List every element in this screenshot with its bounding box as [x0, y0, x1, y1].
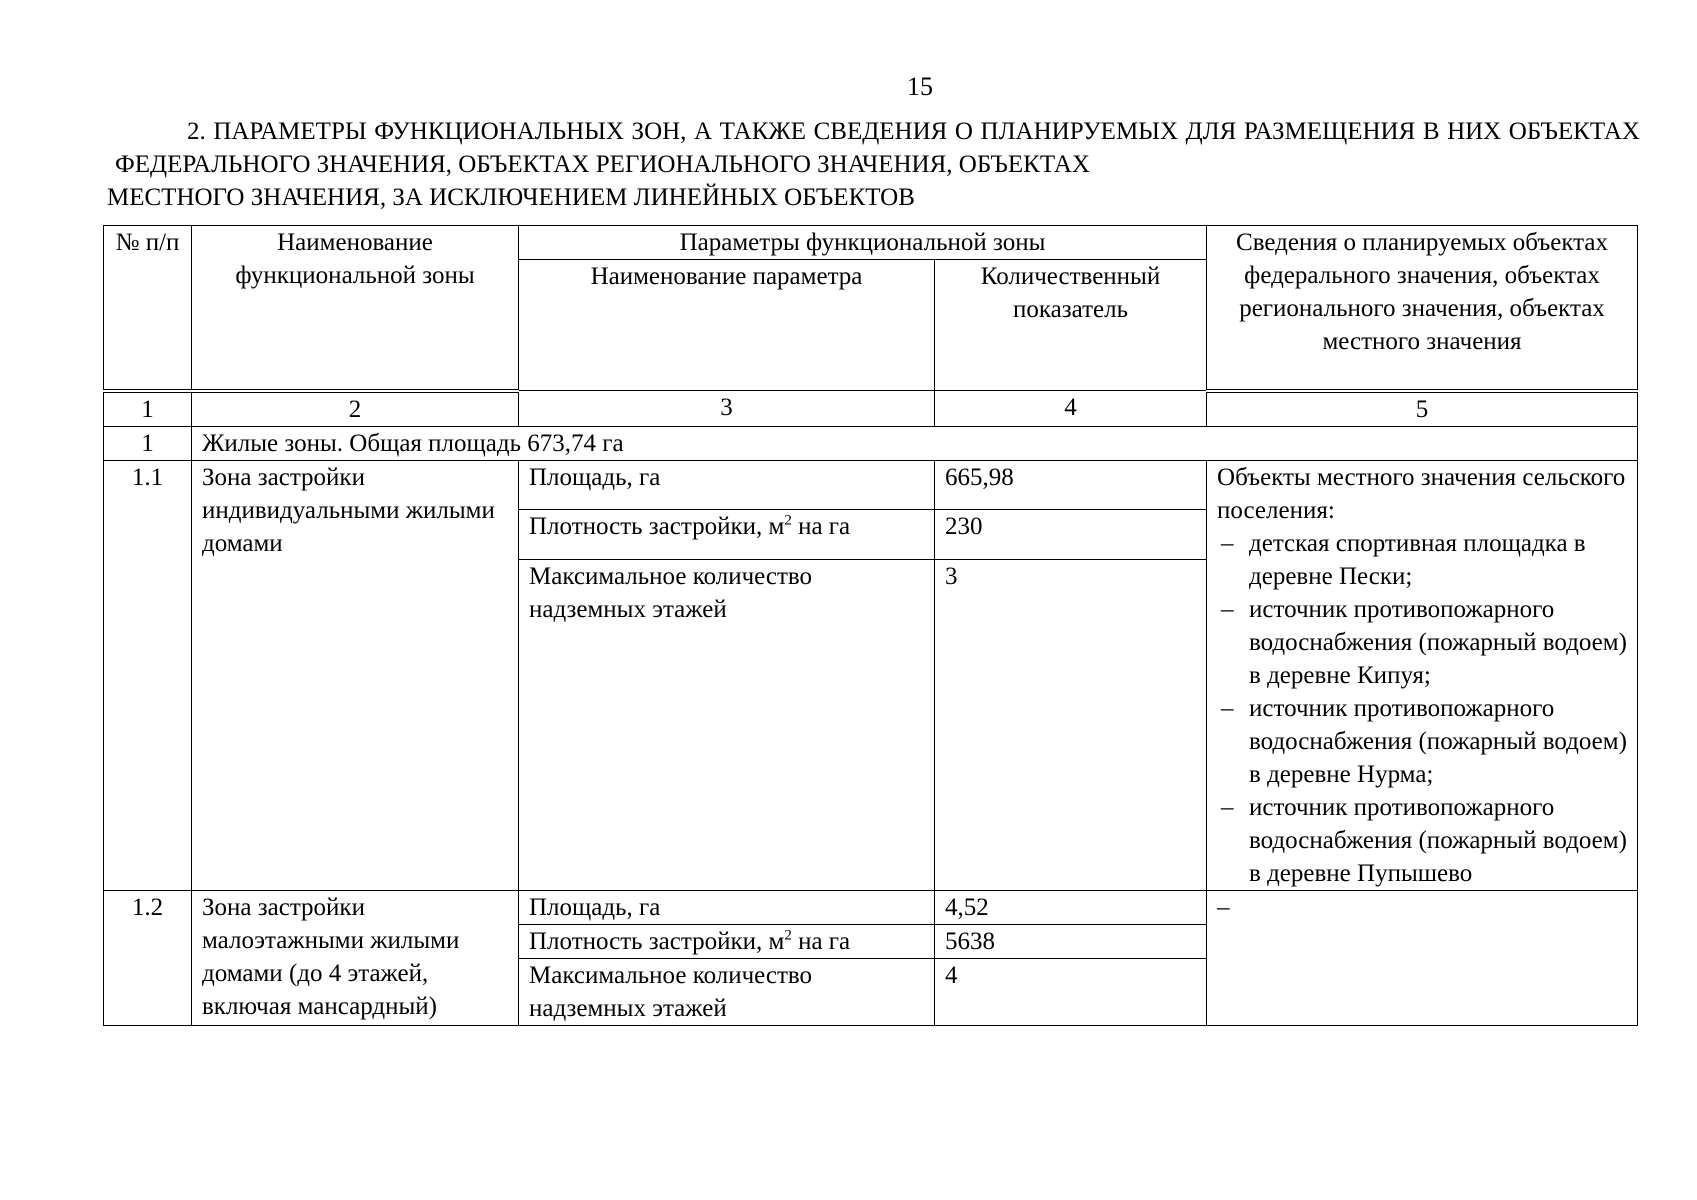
list-item: – источник противопожарного водоснабжения (пожарный водоем) в деревне Кипуя; [1217, 593, 1627, 692]
list-item: – источник противопожарного водоснабжения (пожарный водоем) в деревне Пупышево [1217, 791, 1627, 890]
param-name-text: Плотность застройки, м [529, 513, 785, 540]
param-name-text: на га [791, 513, 851, 540]
header-param-name: Наименование параметра [519, 260, 935, 391]
param-value: 665,98 [935, 460, 1207, 510]
page-number: 15 [907, 72, 933, 101]
section-title-line-2: МЕСТНОГО ЗНАЧЕНИЯ, ЗА ИСКЛЮЧЕНИЕМ ЛИНЕЙНЫХ ОБЪЕКТОВ [107, 184, 915, 211]
superscript: 2 [784, 512, 792, 529]
planned-objects: – [1207, 890, 1638, 1025]
group-row-residential [104, 426, 1638, 460]
param-value: 230 [935, 510, 1207, 560]
table-row [104, 460, 1638, 510]
header-row-1 [104, 226, 1638, 260]
header-objects: Сведения о планируемых объектах федерального значения, объектах регионального значения, объектах местного значения [1207, 226, 1638, 391]
table-row [104, 890, 1638, 924]
param-value: 4,52 [935, 890, 1207, 924]
header-params-group: Параметры функциональной зоны [519, 226, 1207, 260]
row-num: 1.1 [104, 460, 192, 890]
param-value: 3 [935, 559, 1207, 890]
header-zone-name: Наименование функциональной зоны [192, 226, 519, 391]
param-name-text: на га [791, 927, 851, 955]
list-item: – источник противопожарного водоснабжения (пожарный водоем) в деревне Нурма; [1217, 692, 1627, 791]
param-name-text: Плотность застройки, м [529, 927, 785, 955]
section-title [107, 115, 1640, 214]
param-name: Максимальное количество надземных этажей [519, 559, 935, 890]
column-number: 3 [519, 391, 935, 427]
group-title: Жилые зоны. Общая площадь 673,74 га [192, 426, 1638, 460]
column-numbers-row [104, 391, 1638, 427]
param-name [519, 924, 935, 958]
param-value: 4 [935, 958, 1207, 1025]
section-title-line-1: 2. ПАРАМЕТРЫ ФУНКЦИОНАЛЬНЫХ ЗОН, А ТАКЖЕ СВЕДЕНИЯ О ПЛАНИРУЕМЫХ ДЛЯ РАЗМЕЩЕНИЯ В НИХ ОБЪЕКТАХ ФЕДЕРАЛЬНОГО ЗНАЧЕНИЯ, ОБЪЕКТАХ РЕГИОНАЛЬНОГО ЗНАЧЕНИЯ, ОБЪЕКТАХ [115, 118, 1640, 178]
column-number: 4 [935, 391, 1207, 427]
param-name: Максимальное количество надземных этажей [519, 958, 935, 1025]
param-name [519, 510, 935, 560]
param-name: Площадь, га [519, 460, 935, 510]
param-value: 5638 [935, 924, 1207, 958]
superscript: 2 [784, 927, 792, 944]
group-num: 1 [104, 426, 192, 460]
list-item: – детская спортивная площадка в деревне Пески; [1217, 527, 1627, 593]
objects-list [1217, 527, 1627, 890]
column-number: 5 [1207, 391, 1638, 427]
zone-name: Зона застройки индивидуальными жилыми домами [192, 460, 519, 890]
column-number: 1 [104, 391, 192, 427]
header-param-value: Количественный показатель [935, 260, 1207, 391]
param-name: Площадь, га [519, 890, 935, 924]
row-num: 1.2 [104, 890, 192, 1025]
objects-intro: Объекты местного значения сельского поселения: [1217, 463, 1626, 524]
zone-name: Зона застройки малоэтажными жилыми домами (до 4 этажей, включая мансардный) [192, 890, 519, 1025]
planned-objects [1207, 460, 1638, 890]
header-num: № п/п [104, 226, 192, 391]
zones-parameters-table [103, 225, 1638, 1026]
column-number: 2 [192, 391, 519, 427]
